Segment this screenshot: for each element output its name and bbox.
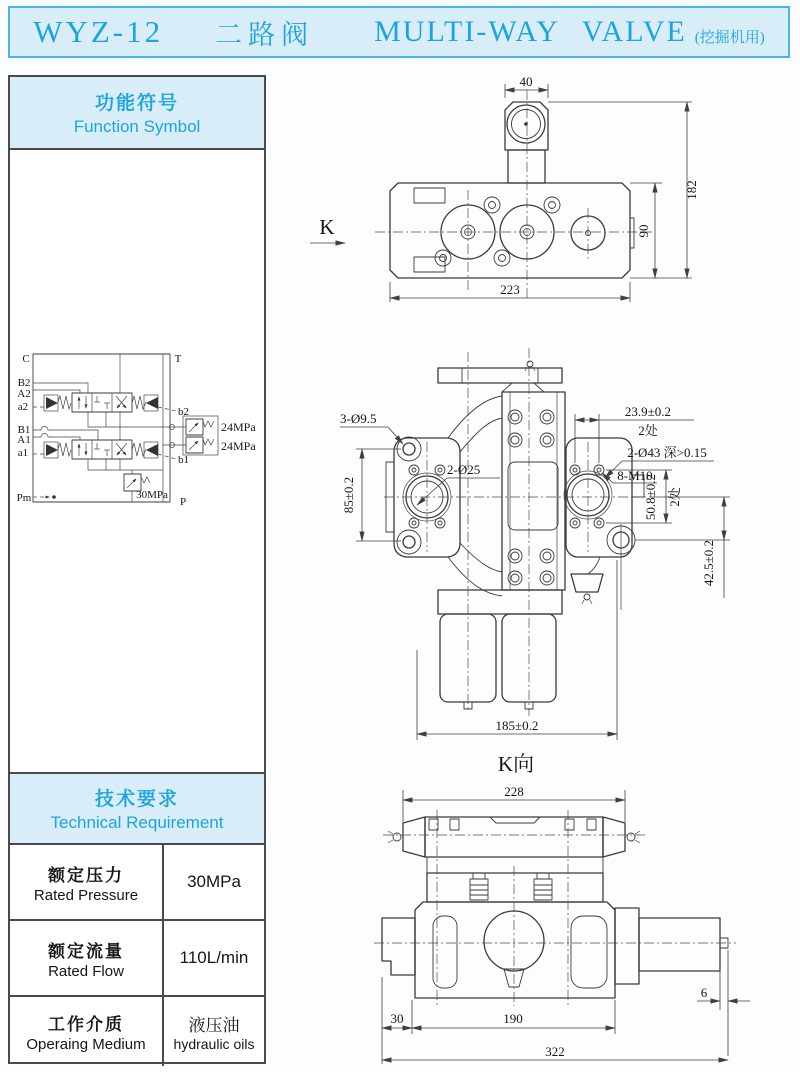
port-label-Pm: Pm [16, 492, 32, 504]
dim-label: 30 [390, 1011, 404, 1026]
dim-label: 223 [500, 282, 520, 297]
dim-label: 182 [684, 180, 699, 200]
view-direction-label: K [319, 215, 335, 239]
relief-pressure-label: 24MPa [221, 439, 256, 453]
dim-label: 50.8±0.2 [643, 473, 658, 521]
directional-valve-2 [44, 440, 158, 459]
port-label-b1: b1 [178, 454, 189, 466]
dim-label: 322 [545, 1044, 565, 1059]
function-symbol-title-cn: 功能符号 [94, 93, 179, 114]
dim-label: 228 [504, 784, 524, 799]
spec-value: 30MPa [187, 872, 241, 891]
title-english: MULTI-WAY VALVE [374, 15, 687, 48]
main-relief-pressure-label: 30MPa [136, 489, 168, 501]
dim-label: 2处 [638, 423, 658, 438]
port-label-A1: A1 [17, 434, 31, 446]
technical-requirement-header [10, 772, 264, 845]
dim-label: 42.5±0.2 [701, 539, 716, 587]
table-row [10, 921, 264, 997]
title-chinese: 二路阀 [215, 19, 315, 50]
table-row [10, 997, 264, 1066]
port-label-P: P [180, 496, 187, 508]
spec-label-cn: 额定压力 [48, 865, 124, 885]
left-panel [8, 75, 266, 1064]
spec-label-cn: 工作介质 [48, 1015, 124, 1034]
view-title: K向 [497, 752, 535, 776]
dim-label: 85±0.2 [341, 476, 356, 514]
spec-value: 110L/min [179, 948, 249, 967]
front-view-drawing [340, 348, 730, 740]
spec-value-en: hydraulic oils [173, 1036, 255, 1052]
port-label-C: C [22, 353, 30, 365]
dim-label: 8-M10 [617, 468, 653, 483]
function-symbol-title-en: Function Symbol [73, 117, 201, 136]
title-note: (挖掘机用) [694, 29, 765, 46]
relief-pressure-label: 24MPa [221, 420, 256, 434]
dim-label: 2-Ø43 深>0.15 [627, 445, 707, 460]
port-relief-valves [183, 416, 218, 455]
spec-label-en: Rated Flow [48, 962, 124, 980]
spec-label-en: Operaing Medium [26, 1036, 146, 1053]
dim-label: 90 [636, 224, 651, 238]
k-view-drawing [374, 752, 750, 1064]
dim-label: 2处 [667, 487, 682, 507]
dim-label: 6 [700, 985, 708, 1000]
spec-table [10, 845, 264, 1066]
hydraulic-schematic [16, 340, 268, 512]
table-row [10, 845, 264, 921]
function-symbol-header [10, 77, 264, 150]
directional-valve-1 [44, 393, 158, 412]
technical-title-en: Technical Requirement [50, 813, 224, 832]
port-label-T: T [174, 353, 182, 365]
top-view-drawing [310, 74, 699, 302]
port-label-B2: B2 [17, 377, 31, 389]
model-number: WYZ-12 [33, 14, 164, 49]
spec-value: 液压油 [188, 1016, 240, 1035]
title-bar [8, 6, 790, 58]
dim-label: 190 [503, 1011, 523, 1026]
dim-label: 185±0.2 [495, 718, 539, 733]
spec-label-cn: 额定流量 [48, 941, 124, 961]
dim-label: 23.9±0.2 [624, 404, 672, 419]
dim-label: 3-Ø9.5 [340, 411, 377, 426]
technical-title-cn: 技术要求 [94, 789, 179, 810]
port-label-a1: a1 [17, 447, 29, 459]
port-label-B1: B1 [17, 424, 31, 436]
dim-label: 40 [519, 74, 533, 89]
drawing-area [280, 66, 800, 1072]
port-label-b2: b2 [178, 406, 189, 418]
port-label-a2: a2 [17, 401, 29, 413]
spec-label-en: Rated Pressure [33, 886, 139, 904]
port-label-A2: A2 [17, 388, 31, 400]
dim-label: 2-Ø25 [447, 462, 481, 477]
